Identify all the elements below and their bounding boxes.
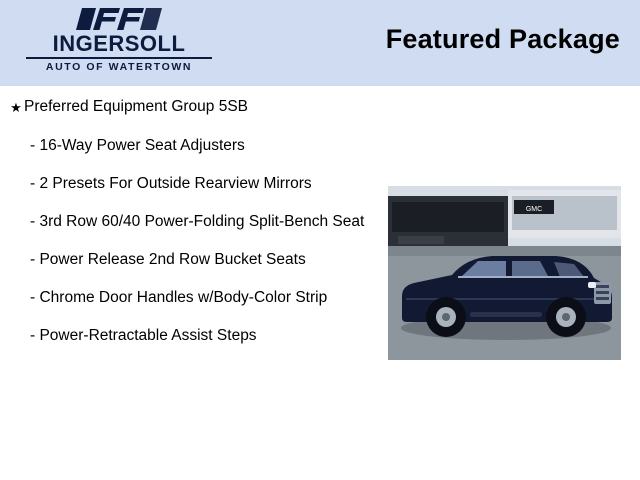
list-item: - Power Release 2nd Row Bucket Seats [30, 251, 306, 268]
package-title: Preferred Equipment Group 5SB [24, 98, 249, 115]
dealer-logo [14, 4, 224, 82]
list-item: - 2 Presets For Outside Rearview Mirrors [30, 175, 312, 192]
svg-text:GMC: GMC [525, 206, 543, 213]
brand-name: INGERSOLL [52, 31, 186, 56]
list-item: - Power-Retractable Assist Steps [30, 327, 257, 344]
brand-divider [26, 57, 212, 59]
slide-header [0, 0, 640, 86]
star-bullet-icon: ★ [10, 100, 22, 115]
list-item: - Chrome Door Handles w/Body-Color Strip [30, 289, 328, 306]
ingersoll-logo-icon [76, 6, 162, 32]
list-item: - 3rd Row 60/40 Power-Folding Split-Bench Seat [30, 213, 365, 230]
slide-body [0, 86, 640, 480]
package-title-row [8, 96, 378, 118]
vehicle-photo [388, 186, 621, 360]
list-item: - 16-Way Power Seat Adjusters [30, 137, 245, 154]
feature-list [8, 96, 378, 346]
brand-subtitle: AUTO OF WATERTOWN [45, 61, 193, 73]
page-title: Featured Package [385, 24, 620, 54]
